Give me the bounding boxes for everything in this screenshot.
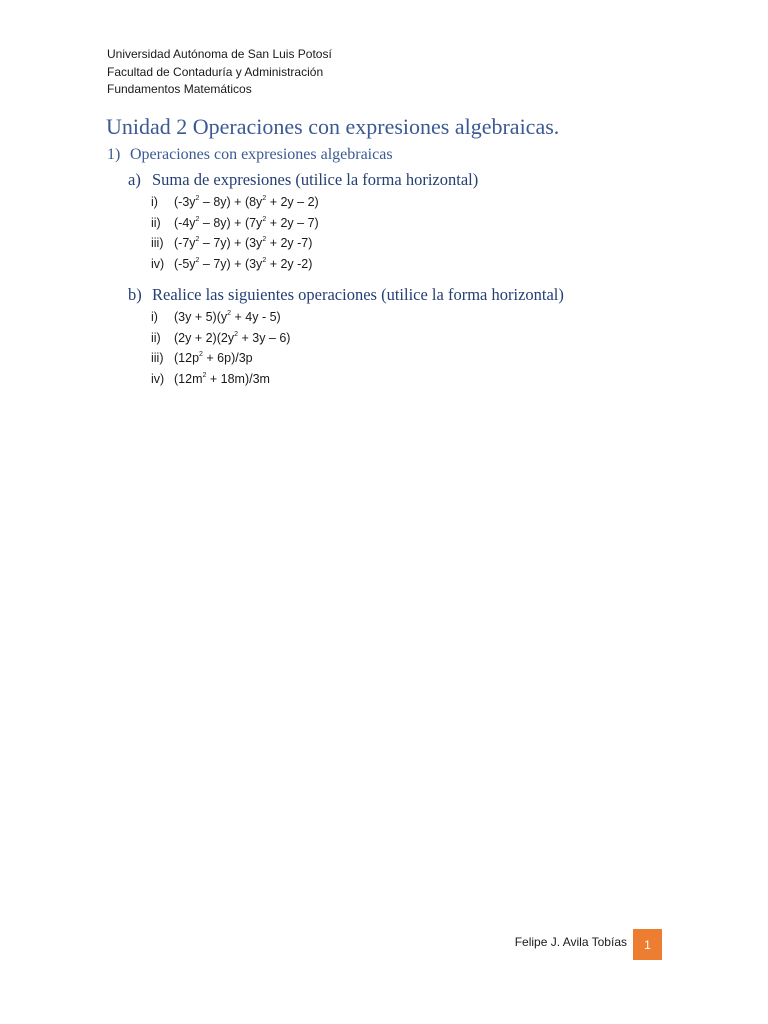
item-numeral: iii) [151,351,164,365]
subsection-title: Realice las siguientes operaciones (utilice la forma horizontal) [152,285,564,304]
expression-part: + 18m)/3m [206,371,270,386]
exponent: 2 [195,256,200,264]
section-number: 1) [107,146,121,163]
subsection-letter: a) [128,170,141,189]
subsection-a-list [151,192,319,274]
document-header [107,46,332,99]
list-item [151,233,319,254]
list-item [151,192,319,213]
subsection-b-heading [128,285,564,305]
item-numeral: i) [151,310,158,324]
subsection-b-list [151,307,290,389]
expression-part: (-3y [174,195,196,209]
footer-author: Felipe J. Avila Tobías [514,935,627,949]
item-numeral: ii) [151,215,161,230]
expression-part: + 2y – 7) [266,215,319,230]
expression-part: – 8y) + (7y [199,215,263,230]
page-number-badge [633,929,662,960]
expression-part: (-5y [174,256,196,271]
exponent: 2 [262,195,267,202]
expression-part: – 7y) + (3y [199,236,263,250]
expression-part: (-7y [174,236,196,250]
list-item [151,328,290,349]
exponent: 2 [195,236,200,243]
list-item [151,213,319,234]
section-title: Operaciones con expresiones algebraicas [130,146,393,163]
expression-part: (3y + 5)(y [174,310,228,324]
item-numeral: iv) [151,256,165,271]
exponent: 2 [234,330,238,338]
list-item [151,369,290,390]
list-item [151,307,290,328]
subsection-letter: b) [128,285,142,304]
exponent: 2 [262,236,267,243]
expression-part: + 6p)/3p [202,351,253,365]
subsection-a-heading [128,170,478,190]
exponent: 2 [195,195,200,202]
exponent: 2 [202,371,207,379]
university-name: Universidad Autónoma de San Luis Potosí [107,47,332,61]
page-number: 1 [644,937,651,952]
unit-title: Unidad 2 Operaciones con expresiones algebraicas. [106,114,560,139]
list-item [151,348,290,369]
expression-part: (2y + 2)(2y [174,330,235,345]
expression-part: + 2y -2) [266,256,313,271]
expression-part: (12m [174,371,203,386]
item-numeral: i) [151,195,158,209]
exponent: 2 [199,351,203,358]
item-numeral: iv) [151,371,165,386]
section-heading [107,146,393,164]
expression-part: – 8y) + (8y [199,195,263,209]
expression-part: (-4y [174,215,196,230]
exponent: 2 [227,310,232,317]
expression-part: + 4y - 5) [231,310,281,324]
item-numeral: ii) [151,330,161,345]
exponent: 2 [262,256,267,264]
faculty-name: Facultad de Contaduría y Administración [107,64,324,79]
exponent: 2 [262,215,267,223]
expression-part: + 3y – 6) [238,330,291,345]
subsection-title: Suma de expresiones (utilice la forma horizontal) [152,170,479,189]
list-item [151,254,319,275]
expression-part: + 2y – 2) [266,195,319,209]
exponent: 2 [195,215,200,223]
expression-part: – 7y) + (3y [199,256,263,271]
expression-part: + 2y -7) [266,236,313,250]
item-numeral: iii) [151,236,164,250]
expression-part: (12p [174,351,200,365]
course-name: Fundamentos Matemáticos [107,82,252,96]
